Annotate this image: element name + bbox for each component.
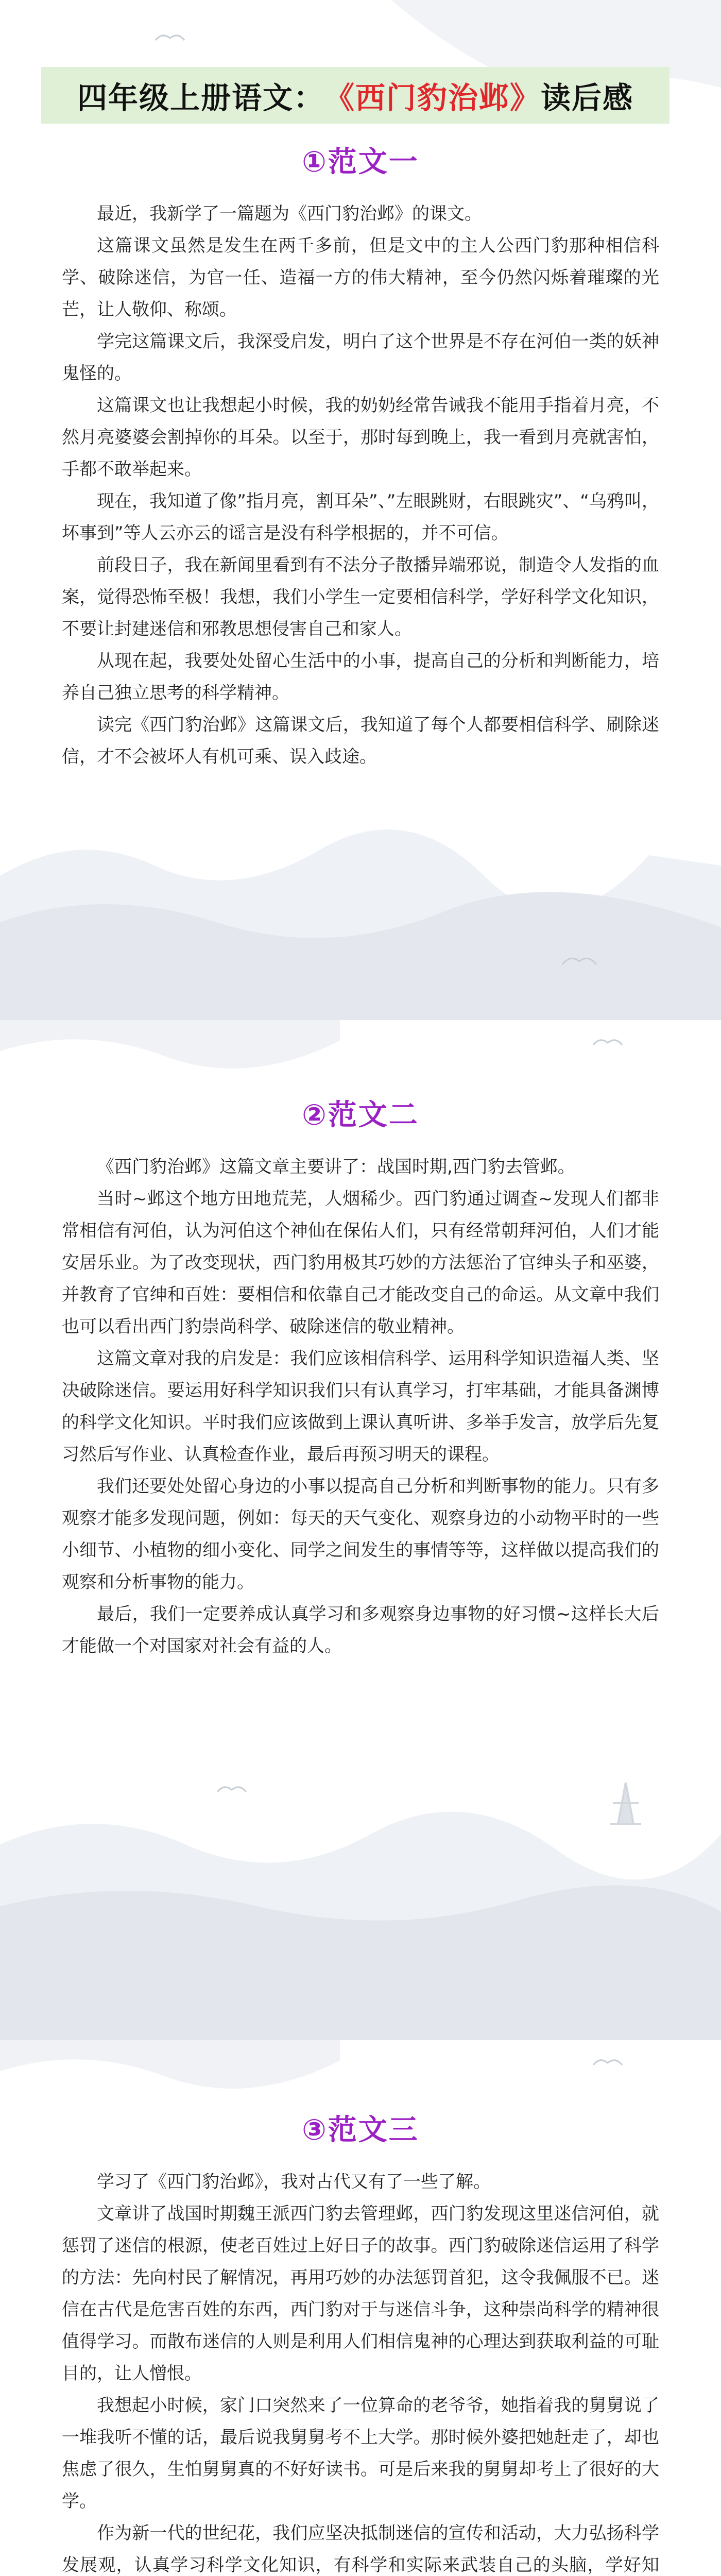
- page-title: [41, 67, 670, 124]
- essay-2: [62, 1092, 659, 1662]
- bird-icon: [592, 2056, 623, 2070]
- paragraph: 文章讲了战国时期魏王派西门豹去管理邺，西门豹发现这里迷信河伯，就惩罚了迷信的根源，使老百姓过上好日子的故事。西门豹破除迷信运用了科学的方法：先向村民了解情况，再用巧妙的办法惩罚首犯，这令我佩服不已。迷信在古代是危害百姓的东西，西门豹对于与迷信斗争，这种崇尚科学的精神很值得学习。而散布迷信的人则是利用人们相信鬼神的心理达到获取利益的可耻目的，让人憎恨。: [62, 2204, 659, 2384]
- bird-icon: [216, 1783, 247, 1797]
- title-prefix: 四年级上册语文：: [77, 80, 324, 115]
- paragraph: 这篇课文也让我想起小时候，我的奶奶经常告诫我不能用手指着月亮，不然月亮婆婆会割掉你的耳朵。以至于，那时每到晚上，我一看到月亮就害怕，手都不敢举起来。: [62, 395, 659, 480]
- title-highlight: 《西门豹治邺》: [324, 80, 541, 115]
- title-suffix: 读后感: [541, 80, 634, 115]
- essay-3: [62, 2107, 659, 2576]
- paragraph: 最近，我新学了一篇题为《西门豹治邺》的课文。: [97, 204, 482, 224]
- paragraph: 读完《西门豹治邺》这篇课文后，我知道了每个人都要相信科学、刷除迷信，才不会被坏人有机可乘、误入歧途。: [62, 715, 659, 767]
- essay-panel-2: [0, 1020, 721, 2040]
- section-heading: ②范文二: [302, 1098, 419, 1132]
- paragraph: 当时~邺这个地方田地荒芜，人烟稀少。西门豹通过调查~发现人们都非常相信有河伯，认为河伯这个神仙在保佑人们，只有经常朝拜河伯，人们才能安居乐业。为了改变现状，西门豹用极其巧妙的方法惩治了官绅头子和巫婆，并教育了官绅和百姓：要相信和依靠自己才能改变自己的命运。从文章中我们也可以看出西门豹崇尚科学、破除迷信的敬业精神。: [62, 1189, 659, 1337]
- paragraph: 我想起小时候，家门口突然来了一位算命的老爷爷，她指着我的舅舅说了一堆我听不懂的话，最后说我舅舅考不上大学。那时候外婆把她赶走了，却也焦虑了很久，生怕舅舅真的不好好读书。可是后来我的舅舅却考上了很好的大学。: [62, 2395, 659, 2512]
- paragraph: 《西门豹治邺》这篇文章主要讲了：战国时期,西门豹去管邺。: [97, 1157, 575, 1177]
- essay-panel-3: [0, 2040, 721, 2576]
- essay-panel-1: [0, 0, 721, 1020]
- bird-icon: [154, 31, 185, 45]
- paragraph: 这篇课文虽然是发生在两千多前，但是文中的主人公西门豹那种相信科学、破除迷信，为官一任、造福一方的伟大精神，至今仍然闪烁着璀璨的光芒，让人敬仰、称颂。: [62, 235, 659, 320]
- paragraph: 前段日子，我在新闻里看到有不法分子散播异端邪说，制造令人发指的血案，觉得恐怖至极！我想，我们小学生一定要相信科学，学好科学文化知识，不要让封建迷信和邪教思想侵害自己和家人。: [62, 555, 659, 639]
- paragraph: 学完这篇课文后，我深受启发，明白了这个世界是不存在河伯一类的妖神鬼怪的。: [62, 331, 659, 384]
- paragraph: 这篇文章对我的启发是：我们应该相信科学、运用科学知识造福人类、坚决破除迷信。要运用好科学知识我们只有认真学习，打牢基础，才能具备渊博的科学文化知识。平时我们应该做到上课认真听讲、多举手发言，放学后先复习然后写作业、认真检查作业，最后再预习明天的课程。: [62, 1348, 659, 1465]
- paragraph: 作为新一代的世纪花，我们应坚决抵制迷信的宣传和活动，大力弘扬科学发展观，认真学习科学文化知识，有科学和实际来武装自己的头脑，学好知: [62, 2523, 659, 2575]
- paragraph: 我们还要处处留心身边的小事以提高自己分析和判断事物的能力。只有多观察才能多发现问题，例如：每天的天气变化、观察身边的小动物平时的一些小细节、小植物的细小变化、同学之间发生的事情等等，这样做以提高我们的观察和分析事物的能力。: [62, 1476, 659, 1592]
- bird-icon: [592, 1036, 623, 1050]
- bird-icon: [561, 953, 597, 970]
- essay-1: [62, 139, 659, 773]
- section-heading: ③范文三: [302, 2113, 419, 2147]
- paragraph: 学习了《西门豹治邺》，我对古代又有了一些了解。: [97, 2172, 491, 2192]
- paragraph: 最后，我们一定要养成认真学习和多观察身边事物的好习惯~这样长大后才能做一个对国家对社会有益的人。: [62, 1604, 659, 1656]
- section-heading: ①范文一: [302, 145, 419, 179]
- paragraph: 现在，我知道了像”指月亮，割耳朵”、”左眼跳财，右眼跳灾”、“乌鸦叫，坏事到”等人云亦云的谣言是没有科学根据的，并不可信。: [62, 491, 659, 544]
- paragraph: 从现在起，我要处处留心生活中的小事，提高自己的分析和判断能力，培养自己独立思考的科学精神。: [62, 651, 659, 703]
